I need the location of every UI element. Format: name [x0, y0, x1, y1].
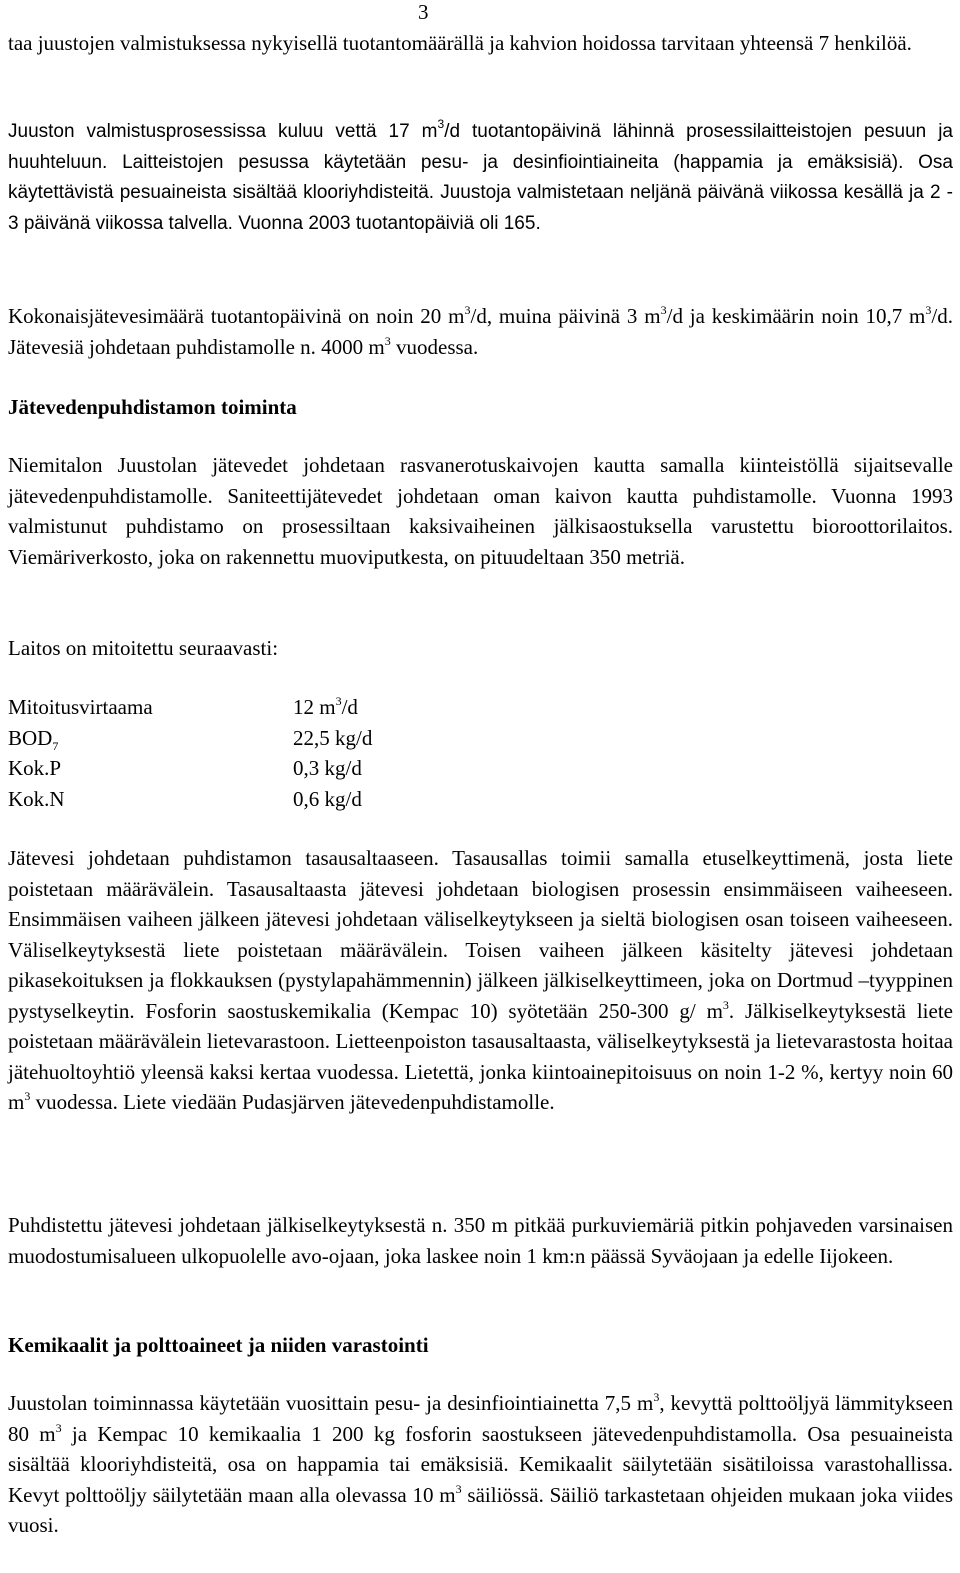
section-heading-treatment-plant: Jätevedenpuhdistamon toiminta — [8, 395, 297, 419]
paragraph-discharge: Puhdistettu jätevesi johdetaan jälkiselkeytyksestä n. 350 m pitkää purkuviemäriä pitkin pohjaveden varsinaisen muodostumisalueen ulkopuolelle avo-ojaan, joka laskee noin 1 km:n päässä Syväojaan ja edelle Iijokeen. — [8, 1213, 953, 1268]
dimensioning-table — [8, 692, 953, 814]
dimensioning-row: Kok.P 0,3 kg/d — [8, 756, 362, 780]
superscript: 3 — [437, 117, 445, 131]
dimensioning-row: $BOD_7$ 22,5 kg/d — [8, 725, 373, 753]
paragraph-wastewater-amount: Kokonaisjätevesimäärä tuotantopäivinä on noin 20 $m^3/d$, muina päivinä 3 $m^3/d$ ja keskimäärin noin 10,7 $m^3/d$. Jätevesiä johdetaan puhdistamolle n. 4000 $m^3$ vuodessa. — [8, 303, 953, 359]
paragraph-water-use: Juuston valmistusprosessissa kuluu vettä 17 $m^3/d$ tuotantopäivinä lähinnä prosessilaitteistojen pesuun ja huuhteluun. Laitteistojen pesussa käytetään pesu- ja desinfiointiaineita (happamia ja emäksisiä). Osa käytettävistä pesuaineista sisältää klooriyhdisteitä. Juustoja valmistetaan neljänä päivänä viikossa kesällä ja 2 - 3 päivänä viikossa talvella. Vuonna 2003 tuotantopäiviä oli 165. — [8, 117, 953, 234]
paragraph-process-description: Jätevesi johdetaan puhdistamon tasausaltaaseen. Tasausallas toimii samalla etuselkeyttimenä, josta liete poistetaan määrävälein. Tasausaltaasta jätevesi johdetaan biologisen prosessin ensimmäiseen vaiheeseen. Ensimmäisen vaiheen jälkeen jätevesi johdetaan väliselkeytykseen ja sieltä biologisen osan toiseen vaiheeseen. Väliselkeytyksestä liete poistetaan määrävälein. Toisen vaiheen jälkeen käsitelty jätevesi johdetaan pikasekoituksen ja flokkauksen (pystylapahämmennin) jälkeen jälkiselkeyttimeen, joka on Dortmud –tyyppinen pystyselkeytin. Fosforin saostuskemikalia (Kempac 10) syötetään 250-300 g/ $m^3$. Jälkiselkeytyksestä liete poistetaan määrävälein lietevarastoon. Lietteenpoiston tasausaltaasta, väliselkeytyksestä ja lietevarastosta hoitaa jätehuoltoyhtiö yleensä kaksi kertaa vuodessa. Lietettä, jonka kiintoainepitoisuus on noin 1-2 %, kertyy noin 60 $m^3$ vuodessa. Liete viedään Pudasjärven jätevedenpuhdistamolle. — [8, 846, 953, 1114]
paragraph-staff: taa juustojen valmistuksessa nykyisellä tuotantomäärällä ja kahvion hoidossa tarvitaan yhteensä 7 henkilöä. — [8, 31, 912, 55]
paragraph-plant-description: Niemitalon Juustolan jätevedet johdetaan rasvanerotuskaivojen kautta samalla kiinteistöllä sijaitsevalle jätevedenpuhdistamolle. Saniteettijätevedet johdetaan oman kaivon kautta puhdistamolle. Vuonna 1993 valmistunut puhdistamo on prosessiltaan kaksivaiheinen jälkisaostuksella varustettu bioroottorilaitos. Viemäriverkosto, joka on rakennettu muoviputkesta, on pituudeltaan 350 metriä. — [8, 453, 953, 569]
paragraph-chemicals: Juustolan toiminnassa käytetään vuosittain pesu- ja desinfiointiainetta 7,5 $m^3$, kevyttä polttoöljyä lämmitykseen 80 $m^3$ ja Kempac 10 kemikaalia 1 200 kg fosforin saostukseen jätevedenpuhdistamolla. Osa pesuaineista sisältää klooriyhdisteitä, osa on happamia tai emäksisiä. Kemikaalit säilytetään sisätiloissa varastohallissa. Kevyt polttoöljy säilytetään maan alla olevassa 10 $m^3$ säiliössä. Säiliö tarkastetaan ohjeiden mukaan joka viides vuosi. — [8, 1390, 953, 1537]
page-number: 3 — [418, 0, 429, 24]
dimensioning-row: Mitoitusvirtaama 12 $m^3/d$ — [8, 694, 358, 719]
dimensioning-row: Kok.N 0,6 kg/d — [8, 786, 362, 811]
section-heading-chemicals: Kemikaalit ja polttoaineet ja niiden varastointi — [8, 1333, 429, 1357]
paragraph-dimensioning-intro: Laitos on mitoitettu seuraavasti: — [8, 636, 279, 660]
